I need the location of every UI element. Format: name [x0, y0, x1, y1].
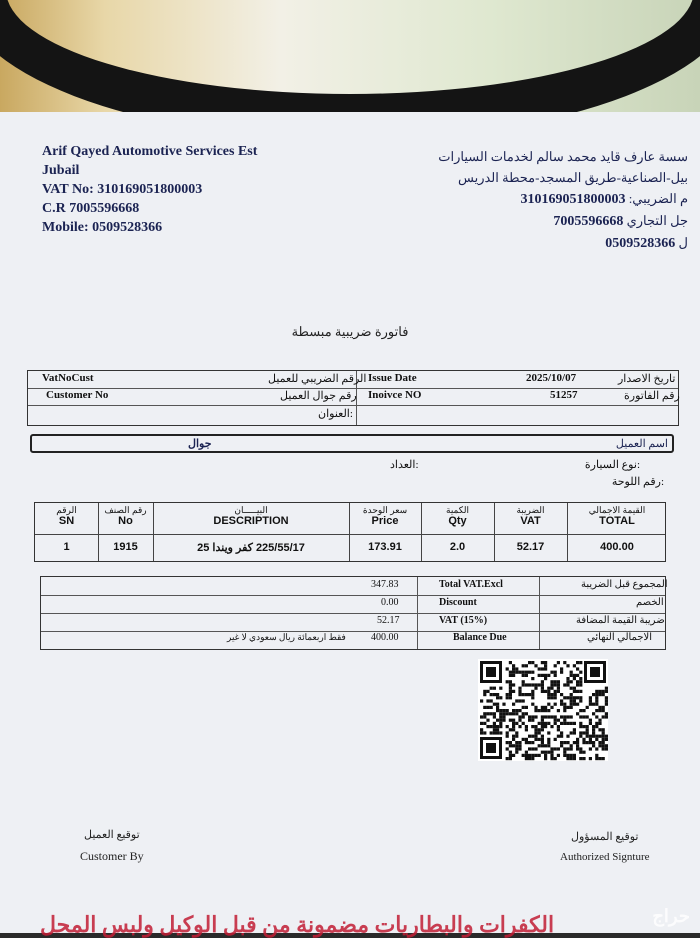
item-vat: 52.17 [516, 541, 545, 553]
col-header-vat-en: VAT [520, 515, 541, 527]
col-header-sn [35, 505, 98, 527]
col-header-description [153, 505, 349, 527]
company-cr-ar: 7005596668 [553, 214, 624, 229]
discount-value: 0.00 [381, 597, 399, 608]
customer-no-label: Customer No [46, 389, 109, 401]
total-excl-ar: المجموع قبل الضريبة [581, 579, 668, 590]
customer-signature-en: Customer By [80, 849, 144, 863]
vat-label: VAT (15%) [439, 615, 488, 626]
authorized-signature [560, 830, 650, 863]
col-header-sn-ar: الرقم [56, 505, 77, 515]
vat-no-cust-label: VatNoCust [42, 372, 94, 384]
company-mobile: Mobile: 0509528366 [42, 220, 163, 235]
col-header-qty-en: Qty [448, 515, 467, 527]
col-header-price-en: Price [371, 515, 399, 527]
issue-date: 2025/10/07 [526, 372, 577, 384]
totals-divider [539, 577, 540, 649]
totals-box [40, 576, 666, 650]
col-header-total-en: TOTAL [599, 515, 635, 527]
qr-code [478, 659, 608, 761]
vat-value: 52.17 [377, 615, 400, 626]
discount-ar: الخصم [636, 597, 664, 608]
authorized-signature-ar: توقيع المسؤول [571, 831, 639, 843]
company-vat: VAT No: 310169051800003 [42, 182, 203, 197]
company-name-ar: سسة عارف قايد محمد سالم لخدمات السيارات [438, 149, 688, 164]
items-header-divider [35, 534, 665, 535]
col-header-qty-ar: الكمية [446, 505, 469, 515]
company-city: Jubail [42, 163, 80, 178]
customer-no-ar: رقم جوال العميل [280, 390, 357, 402]
total-excl-label: Total VAT.Excl [439, 579, 503, 590]
totals-row [41, 613, 665, 632]
company-header-ar [438, 146, 688, 254]
invoice-no: 51257 [550, 389, 578, 401]
customer-name-label-ar: اسم العميل [615, 438, 668, 450]
col-header-price [349, 505, 421, 527]
issue-date-label: Issue Date [368, 372, 417, 384]
invoice-title: فاتورة ضريبية مبسطة [291, 324, 409, 339]
item-qty: 2.0 [449, 541, 466, 553]
item-total: 400.00 [600, 541, 634, 553]
col-header-qty [421, 505, 494, 527]
col-header-sn-en: SN [58, 515, 75, 527]
company-cr-label-ar: جل التجاري [626, 213, 688, 228]
col-header-total [567, 505, 667, 527]
item-description: 225/55/17 كفر ويندا 25 [197, 542, 305, 554]
col-header-total-ar: القيمة الاجمالي [588, 505, 646, 515]
totals-row [41, 595, 665, 614]
customer-name-bar [30, 434, 674, 453]
item-sn: 1 [63, 541, 70, 553]
customer-signature [80, 828, 144, 864]
invoice-no-label: Inoivce NO [368, 389, 422, 401]
company-name-en: Arif Qayed Automotive Services Est [42, 144, 258, 159]
col-header-no [98, 505, 153, 527]
company-vat-ar: 310169051800003 [520, 192, 626, 207]
invoice-paper [0, 112, 700, 937]
address-label-ar: العنوان: [318, 408, 353, 420]
odometer-label: العداد: [390, 459, 419, 471]
haraj-watermark: حراج [652, 906, 690, 926]
col-header-description-ar: البيـــــان [234, 505, 268, 515]
col-header-no-ar: رقم الصنف [104, 505, 147, 515]
company-mobile-label-ar: ل [678, 235, 688, 250]
customer-name: جوال [188, 438, 212, 450]
company-header-en [42, 142, 257, 237]
issue-date-ar: تاريخ الاصدار [618, 373, 676, 385]
company-cr: C.R 7005596668 [42, 201, 140, 216]
balance-due-label: Balance Due [453, 632, 507, 643]
vat-ar: ضريبة القيمة المضافة [576, 615, 665, 626]
warranty-note: الكفرات والبطاريات مضمونة من قبل الوكيل ولبس المحل [40, 912, 555, 937]
amount-in-words: فقط اربعمائة ريال سعودي لا غير [227, 632, 346, 642]
item-no: 1915 [113, 541, 138, 553]
balance-due-ar: الاجمالي النهائي [587, 632, 652, 643]
col-header-no-en: No [118, 515, 133, 527]
authorized-signature-en: Authorized Signture [560, 851, 650, 863]
totals-row [41, 577, 665, 596]
col-header-price-ar: سعر الوحدة [362, 505, 408, 515]
col-header-vat-ar: الضريبة [516, 505, 545, 515]
col-header-vat [494, 505, 567, 527]
vat-no-cust-ar: الرقم الضريبي للعميل [268, 373, 367, 385]
total-excl-value: 347.83 [371, 579, 399, 590]
discount-label: Discount [439, 597, 477, 608]
totals-divider [417, 577, 418, 649]
plate-number-label: رقم اللوحة: [611, 476, 664, 488]
col-header-description-en: DESCRIPTION [213, 515, 289, 527]
invoice-no-ar: رقم الفاتورة [624, 390, 680, 402]
balance-due-value: 400.00 [371, 632, 399, 643]
vehicle-type-label: نوع السيارة: [584, 459, 640, 471]
company-address-ar: بيل-الصناعية-طريق المسجد-محطة الدريس [458, 170, 688, 185]
item-price: 173.91 [368, 541, 402, 553]
company-vat-label-ar: م الضريبي: [628, 191, 688, 206]
company-mobile-ar: 0509528366 [605, 236, 676, 251]
customer-signature-ar: توقيع العميل [84, 829, 140, 841]
items-table [34, 502, 666, 562]
invoice-info-box [27, 370, 679, 426]
